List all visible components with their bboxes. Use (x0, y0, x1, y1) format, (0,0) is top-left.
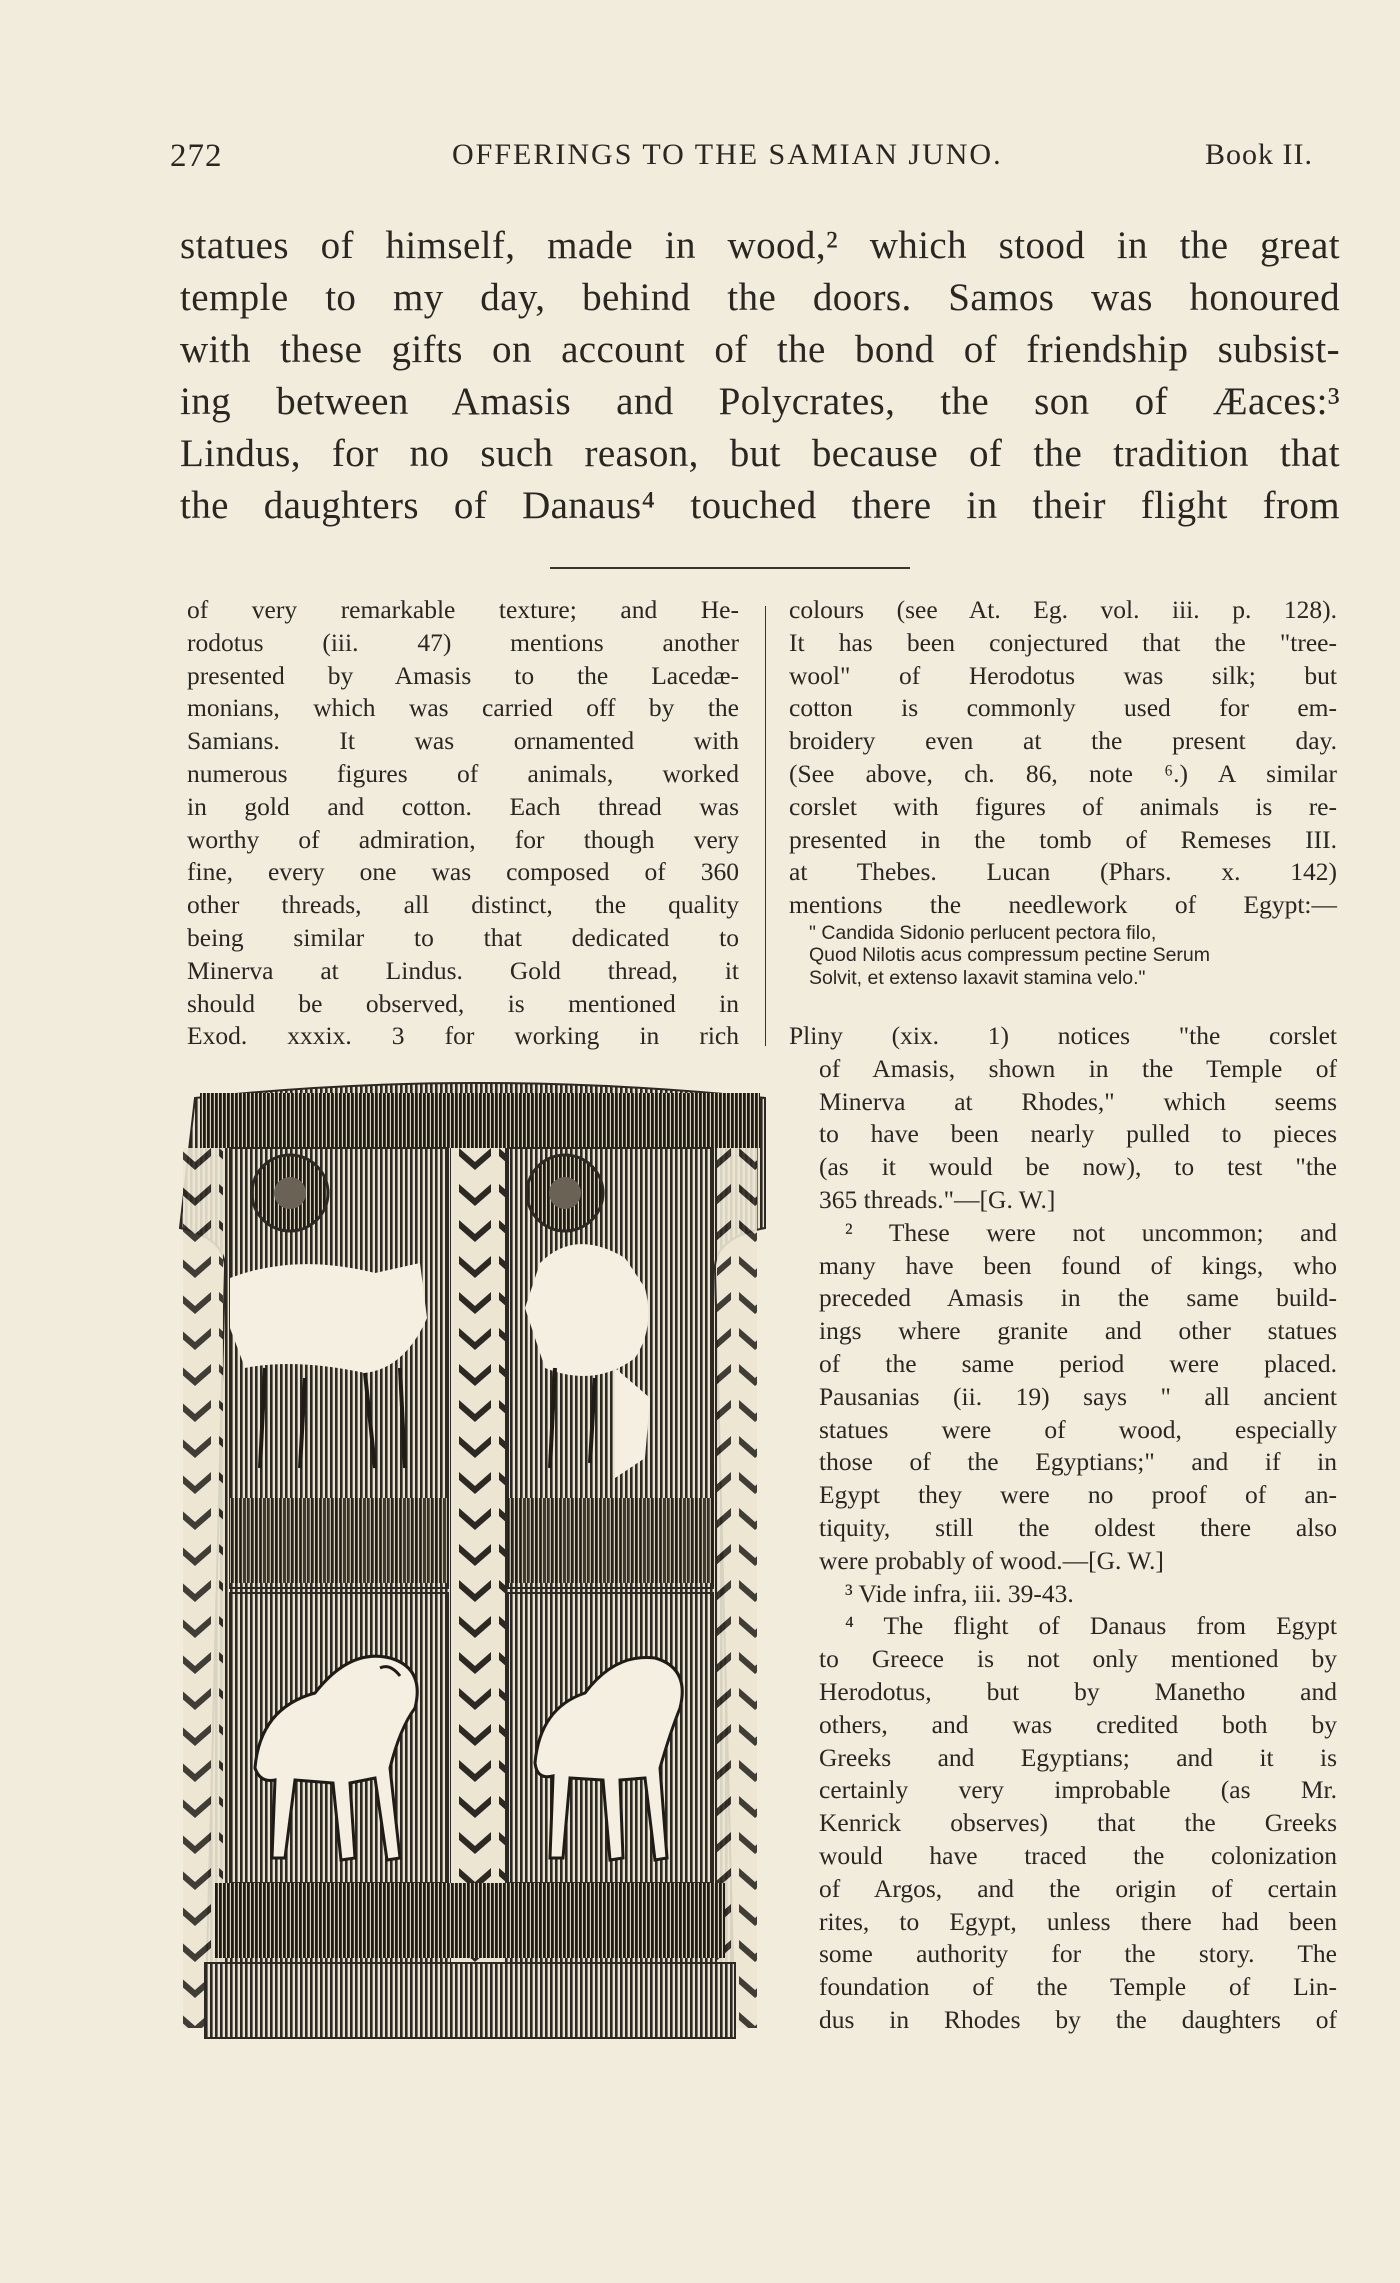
footnote-line: foundation of the Temple of Lin- (819, 1972, 1337, 2002)
footnote-line: dus in Rhodes by the daughters of (819, 2004, 1337, 2034)
footnote-line: some authority for the story. The (819, 1939, 1337, 1969)
footnote-line: to Greece is not only mentioned by (819, 1644, 1337, 1674)
footnote-line: wool" of Herodotus was silk; but (789, 660, 1337, 690)
running-header (0, 138, 1400, 178)
footnote-line: Egypt they were no proof of an- (819, 1480, 1337, 1510)
footnote-line: Pliny (xix. 1) notices "the corslet (789, 1021, 1337, 1050)
main-line: temple to my day, behind the doors. Samos was honoured (180, 276, 1340, 319)
footnote-line: It has been conjectured that the "tree- (789, 627, 1337, 657)
running-title: OFFERINGS TO THE SAMIAN JUNO. (452, 138, 1003, 171)
main-body-text (180, 220, 1340, 532)
main-line: statues of himself, made in wood,² which stood in the great (180, 224, 1340, 267)
footnote-line: Pausanias (ii. 19) says " all ancient (819, 1381, 1337, 1411)
footnote-line: mentions the needlework of Egypt:— (789, 890, 1337, 920)
footnote-separator-rule (550, 567, 910, 569)
footnotes-right-column (789, 594, 1337, 989)
footnote-line: corslet with figures of animals is re- (789, 791, 1337, 821)
footnote-line: ² These were not uncommon; and (845, 1217, 1337, 1247)
book-label: Book II. (1205, 138, 1313, 171)
quote-line: Quod Nilotis acus compressum pectine Serum (809, 944, 1210, 967)
footnote-line: tiquity, still the oldest there also (819, 1512, 1337, 1542)
footnote-line: certainly very improbable (as Mr. (819, 1775, 1337, 1805)
footnote-line: presented in the tomb of Remeses III. (789, 824, 1337, 854)
quote-line: " Candida Sidonio perlucent pectora filo, (809, 921, 1157, 944)
quote-line: Solvit, et extenso laxavit stamina velo." (809, 966, 1146, 989)
footnote-line: worthy of admiration, for though very (187, 824, 739, 854)
footnote-line: of Amasis, shown in the Temple of (819, 1053, 1337, 1083)
footnote-line: (See above, ch. 86, note ⁶.) A similar (789, 758, 1337, 788)
footnote-line: ⁴ The flight of Danaus from Egypt (845, 1611, 1337, 1641)
footnote-line: in gold and cotton. Each thread was (187, 791, 739, 821)
footnote-line: rites, to Egypt, unless there had been (819, 1906, 1337, 1936)
footnote-line: would have traced the colonization (819, 1840, 1337, 1870)
footnote-line: rodotus (iii. 47) mentions another (187, 627, 739, 657)
footnote-line: those of the Egyptians;" and if in (819, 1447, 1337, 1477)
footnote-line: preceded Amasis in the same build- (819, 1283, 1337, 1313)
footnotes-left-column (187, 594, 739, 1053)
footnote-line: ³ Vide infra, iii. 39-43. (845, 1578, 1074, 1608)
corslet-illustration (175, 1068, 787, 2048)
footnotes-right-continued (789, 1020, 1337, 2037)
main-line: the daughters of Danaus⁴ touched there in their flight from (180, 484, 1340, 527)
footnote-line: many have been found of kings, who (819, 1250, 1337, 1280)
footnote-line: (as it would be now), to test "the (819, 1152, 1337, 1182)
footnote-line: of very remarkable texture; and He- (187, 595, 739, 624)
latin-quotation (789, 922, 1337, 990)
footnote-line: to have been nearly pulled to pieces (819, 1119, 1337, 1149)
footnote-line: cotton is commonly used for em- (789, 693, 1337, 723)
footnote-line: colours (see At. Eg. vol. iii. p. 128). (789, 595, 1337, 624)
footnote-line: other threads, all distinct, the quality (187, 890, 739, 920)
footnote-line: broidery even at the present day. (789, 726, 1337, 756)
footnote-line: statues were of wood, especially (819, 1414, 1337, 1444)
footnote-line: of the same period were placed. (819, 1348, 1337, 1378)
page-number: 272 (170, 138, 223, 174)
footnote-line: of Argos, and the origin of certain (819, 1873, 1337, 1903)
footnote-line: Herodotus, but by Manetho and (819, 1676, 1337, 1706)
footnote-line: were probably of wood.—[G. W.] (819, 1545, 1164, 1575)
footnote-line: Kenrick observes) that the Greeks (819, 1808, 1337, 1838)
footnote-line: presented by Amasis to the Lacedæ- (187, 660, 739, 690)
column-divider-rule (765, 606, 766, 1046)
footnote-line: 365 threads."—[G. W.] (819, 1184, 1056, 1214)
footnote-line: others, and was credited both by (819, 1709, 1337, 1739)
footnote-line: being similar to that dedicated to (187, 922, 739, 952)
footnote-line: Minerva at Rhodes," which seems (819, 1086, 1337, 1116)
main-line: with these gifts on account of the bond of friendship subsist- (180, 328, 1340, 371)
footnote-line: monians, which was carried off by the (187, 693, 739, 723)
main-line: ing between Amasis and Polycrates, the son of Æaces:³ (180, 380, 1340, 423)
footnote-line: ings where granite and other statues (819, 1316, 1337, 1346)
main-line: Lindus, for no such reason, but because of the tradition that (180, 432, 1340, 475)
footnote-line: Greeks and Egyptians; and it is (819, 1742, 1337, 1772)
footnote-line: Samians. It was ornamented with (187, 726, 739, 756)
corslet-engraving (175, 1068, 787, 2048)
footnote-line: numerous figures of animals, worked (187, 758, 739, 788)
footnote-line: Exod. xxxix. 3 for working in rich (187, 1021, 739, 1051)
footnote-line: should be observed, is mentioned in (187, 988, 739, 1018)
footnote-line: at Thebes. Lucan (Phars. x. 142) (789, 857, 1337, 887)
footnote-line: fine, every one was composed of 360 (187, 857, 739, 887)
footnote-line: Minerva at Lindus. Gold thread, it (187, 955, 739, 985)
